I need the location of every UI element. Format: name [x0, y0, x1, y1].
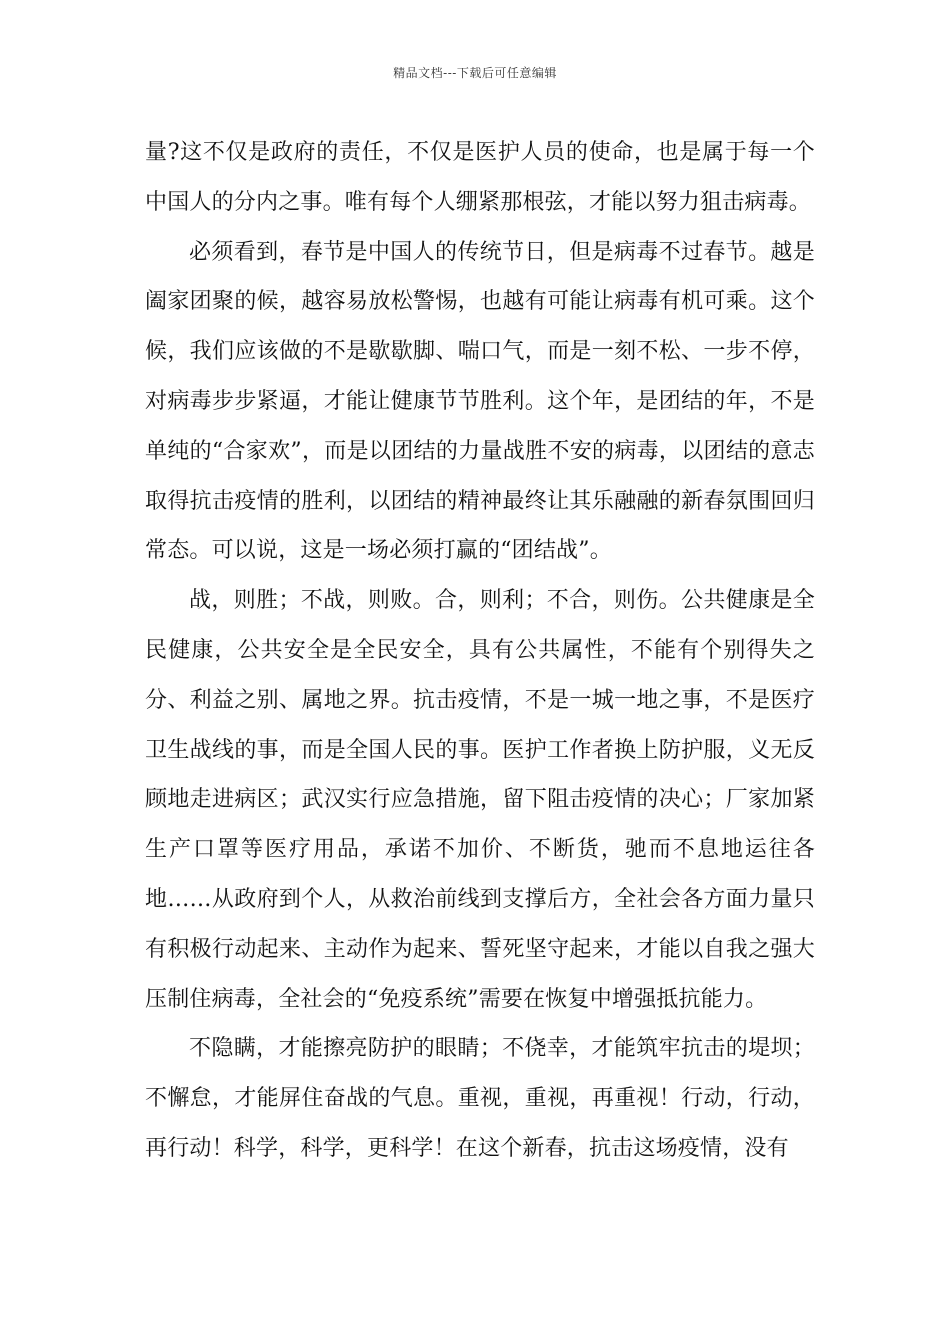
page-header: 精品文档---下载后可任意编辑 [393, 66, 557, 80]
paragraph-1: 量?这不仅是政府的责任，不仅是医护人员的使命，也是属于每一个中国人的分内之事。唯有每个人绷紧那根弦，才能以努力狙击病毒。 [145, 140, 815, 215]
paragraph-4: 不隐瞒，才能擦亮防护的眼睛；不侥幸，才能筑牢抗击的堤坝；不懈怠，才能屏住奋战的气息。重视，重视，再重视！行动，行动，再行动！科学，科学，更科学！在这个新春，抗击这场疫情，没有 [145, 1036, 815, 1161]
paragraph-3: 战，则胜；不战，则败。合，则利；不合，则伤。公共健康是全民健康，公共安全是全民安全，具有公共属性，不能有个别得失之分、利益之别、属地之界。抗击疫情，不是一城一地之事，不是医疗卫生战线的事，而是全国人民的事。医护工作者换上防护服，义无反顾地走进病区；武汉实行应急措施，留下阻击疫情的决心；厂家加紧生产口罩等医疗用品，承诺不加价、不断货，驰而不息地运往各地……从政府到个人，从救治前线到支撑后方，全社会各方面力量只有积极行动起来、主动作为起来、誓死坚守起来，才能以自我之强大压制住病毒，全社会的“免疫系统”需要在恢复中增强抵抗能力。 [145, 588, 815, 1012]
paragraph-2: 必须看到，春节是中国人的传统节日，但是病毒不过春节。越是阖家团聚的候，越容易放松警惕，也越有可能让病毒有机可乘。这个候，我们应该做的不是歇歇脚、喘口气，而是一刻不松、一步不停，对病毒步步紧逼，才能让健康节节胜利。这个年，是团结的年，不是单纯的“合家欢”，而是以团结的力量战胜不安的病毒，以团结的意志取得抗击疫情的胜利，以团结的精神最终让其乐融融的新春氛围回归常态。可以说，这是一场必须打赢的“团结战”。 [145, 239, 815, 564]
document-body [145, 128, 815, 1174]
